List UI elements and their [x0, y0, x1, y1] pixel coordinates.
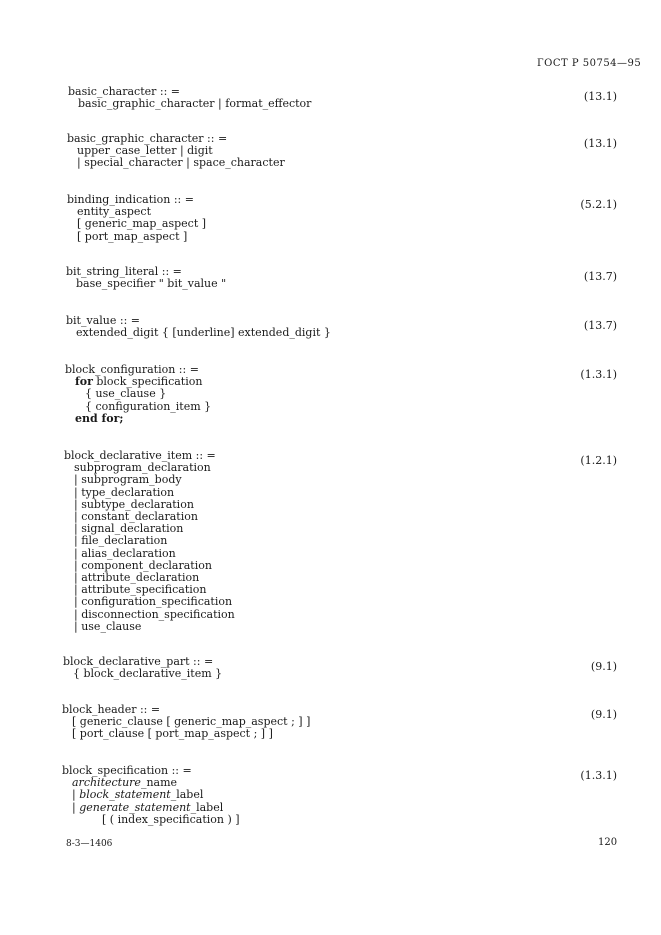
clause-reference: (13.1) — [583, 137, 617, 150]
rule-line: | constant_declaration — [74, 510, 198, 523]
rule-line: { block_declarative_item } — [73, 667, 223, 681]
page-header: ГОСТ Р 50754—95 — [537, 58, 642, 69]
rule-line: base_specifier " bit_value " — [76, 277, 227, 291]
rule-line: | alias_declaration — [74, 546, 176, 560]
page-number: 120 — [598, 837, 618, 848]
rule-line: end for; — [75, 411, 124, 425]
rule-line: | block_statement_label — [72, 788, 204, 802]
clause-reference: (9.1) — [590, 708, 617, 721]
clause-reference: (13.7) — [583, 270, 617, 283]
rule-line: | signal_declaration — [74, 522, 184, 536]
rule-name: basic_character :: = — [68, 85, 181, 98]
rule-line: | attribute_declaration — [74, 571, 200, 584]
rule-line: [ ( index_specification ) ] — [102, 812, 240, 826]
rule-line: subprogram_declaration — [74, 461, 211, 475]
rule-name: block_declarative_item :: = — [64, 449, 216, 462]
rule-line: [ generic_clause [ generic_map_aspect ; ] ] — [72, 715, 311, 729]
clause-reference: (13.7) — [583, 319, 617, 332]
rule-line: | attribute_specification — [74, 583, 207, 597]
rule-line: | generate_statement_label — [72, 800, 224, 814]
rule-name: block_specification :: = — [62, 764, 192, 777]
clause-reference: (1.3.1) — [580, 368, 617, 381]
clause-reference: (1.2.1) — [580, 454, 617, 467]
rule-line: [ generic_map_aspect ] — [77, 217, 207, 231]
rule-line: architecture_name — [72, 776, 178, 790]
rule-line: | use_clause — [74, 619, 142, 633]
clause-reference: (1.3.1) — [580, 769, 617, 782]
rule-line: { configuration_item } — [85, 399, 212, 413]
rule-line: { use_clause } — [85, 387, 167, 401]
rule-line: for block_specification — [75, 375, 203, 389]
rule-line: entity_aspect — [77, 205, 152, 219]
rule-line: | configuration_specification — [74, 595, 233, 609]
clause-reference: (13.1) — [583, 90, 617, 103]
rule-name: block_header :: = — [62, 703, 161, 716]
rule-line: | component_declaration — [74, 558, 212, 572]
clause-reference: (5.2.1) — [580, 198, 617, 211]
rule-line: [ port_clause [ port_map_aspect ; ] ] — [72, 727, 273, 741]
rule-name: bit_value :: = — [66, 314, 140, 327]
rule-line: | type_declaration — [74, 485, 175, 499]
rule-line: upper_case_letter | digit — [77, 144, 213, 158]
rule-line: basic_graphic_character | format_effector — [78, 97, 312, 111]
rule-name: basic_graphic_character :: = — [67, 132, 228, 145]
rule-line: | subprogram_body — [74, 473, 182, 487]
rule-name: bit_string_literal :: = — [66, 265, 182, 278]
rule-name: binding_indication :: = — [67, 193, 194, 206]
rule-line: | disconnection_specification — [74, 607, 235, 621]
rule-name: block_declarative_part :: = — [63, 655, 214, 668]
rule-line: extended_digit { [underline] extended_digit } — [76, 326, 331, 340]
rule-line: [ port_map_aspect ] — [77, 229, 188, 243]
footer-print-code: 8-3—1406 — [66, 839, 113, 849]
rule-line: | subtype_declaration — [74, 497, 194, 511]
rule-line: | file_declaration — [74, 534, 168, 548]
clause-reference: (9.1) — [590, 660, 617, 673]
rule-name: block_configuration :: = — [65, 363, 199, 376]
rule-line: | special_character | space_character — [77, 156, 285, 170]
